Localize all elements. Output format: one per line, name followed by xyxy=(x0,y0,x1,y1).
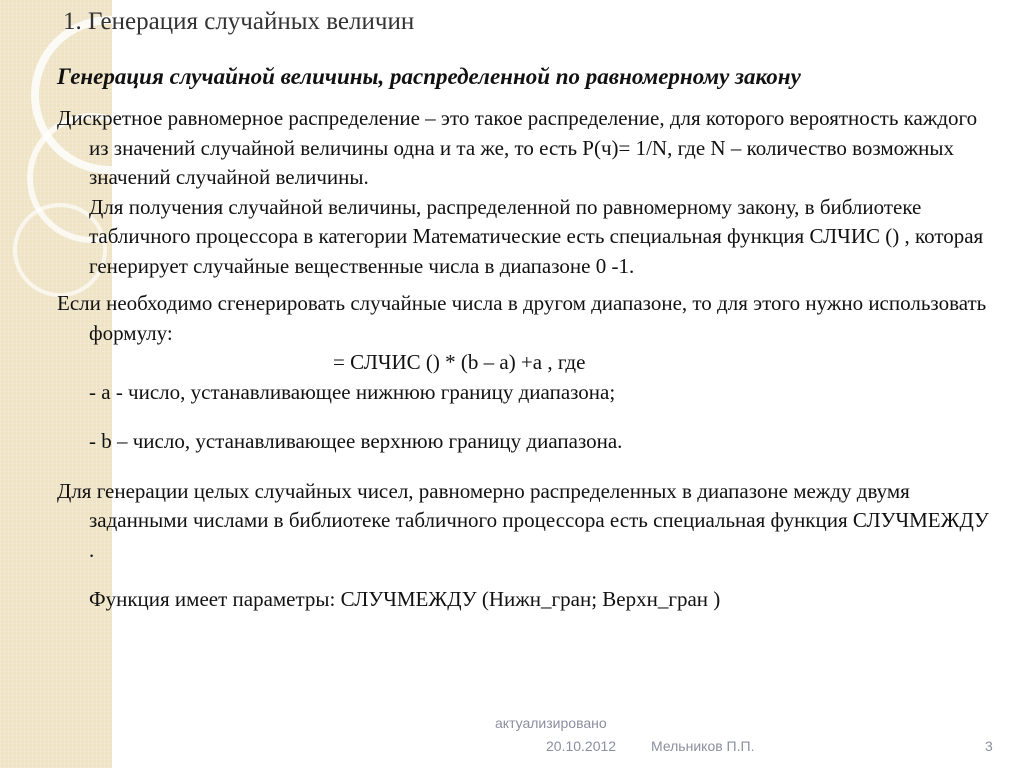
paragraph-rand-function: Для получения случайной величины, распределенной по равномерному закону, в библиотеке табличного процессора в категории Математические есть специальная функция СЛЧИС () , которая генерирует случайные вещественные числа в диапазоне 0 -1. xyxy=(89,194,984,278)
footer-author: Мельников П.П. xyxy=(651,738,755,754)
param-a-text: - a - число, устанавливающее нижнюю границу диапазона; xyxy=(89,379,616,404)
paragraph-uniform-definition: Дискретное равномерное распределение – это такое распределение, для которого вероятность каждого из значений случайной величины одна и та же, то есть Р(ч)= 1/N, где N – количество возможных значений случайной величины. xyxy=(57,106,978,189)
formula-text: = СЛЧИС () * (b – a) +a , где xyxy=(333,350,586,374)
paragraph-function-params: Функция имеет параметры: СЛУЧМЕЖДУ (Нижн_гран; Верхн_гран ) xyxy=(89,587,721,611)
paragraph-other-range: Если необходимо сгенерировать случайные числа в другом диапазоне, то для этого нужно использовать формулу: xyxy=(57,291,987,345)
slide-page-number: 3 xyxy=(985,738,993,754)
footer-date: 20.10.2012 xyxy=(546,738,617,754)
footer-updated-note: актуализировано xyxy=(495,715,607,731)
paragraph-integer-random: Для генерации целых случайных чисел, равномерно распределенных в диапазоне между двумя заданными числами в библиотеке табличного процессора есть специальная функция СЛУЧМЕЖДУ . xyxy=(57,478,989,562)
param-b-text: - b – число, устанавливающее верхнюю границу диапазона. xyxy=(89,429,623,453)
slide-title: 1. Генерация случайных величин xyxy=(63,8,415,35)
slide-subtitle: Генерация случайной величины, распределенной по равномерному закону xyxy=(57,64,801,89)
slide-content xyxy=(57,104,992,615)
